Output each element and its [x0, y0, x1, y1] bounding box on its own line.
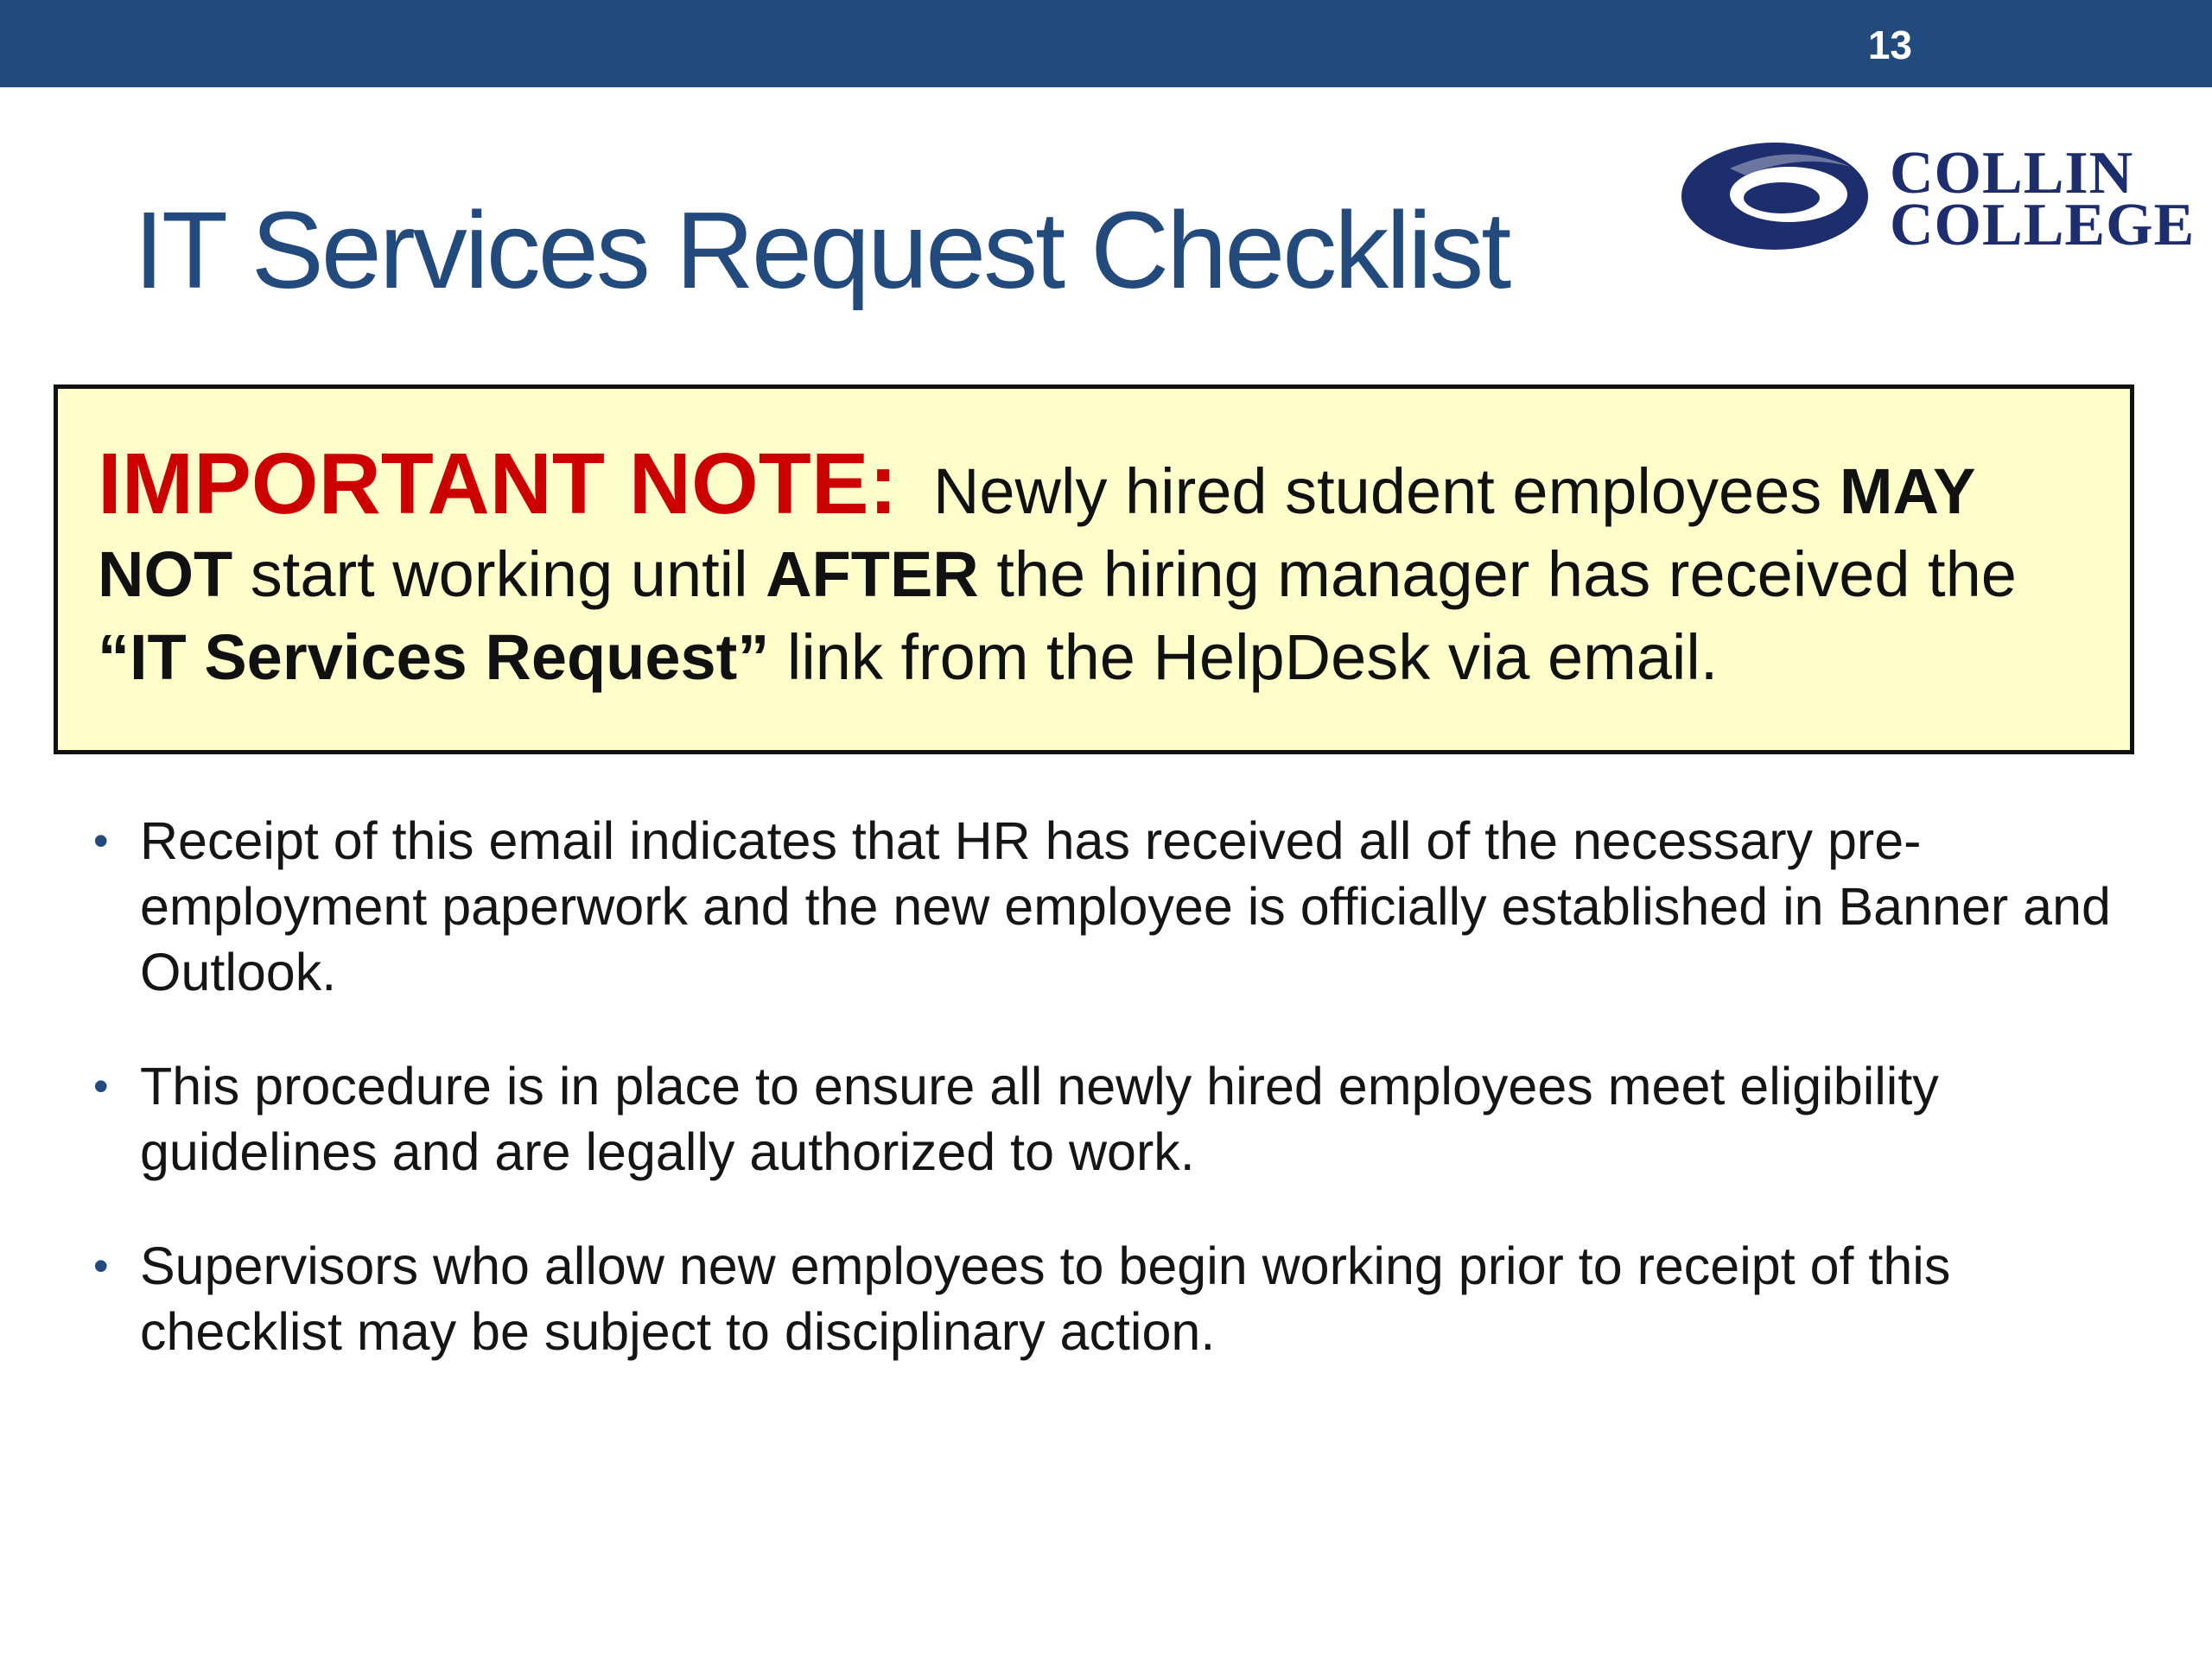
bullet-text: Supervisors who allow new employees to begin working prior to receipt of this checklist may be subject to disciplinary action. [140, 1236, 1951, 1361]
note-text-1: Newly hired student employees [897, 455, 1840, 527]
note-bold-2: AFTER [766, 538, 979, 610]
important-note-box [54, 385, 2134, 754]
collin-college-logo [1678, 134, 2196, 264]
logo-line-1: COLLIN [1890, 140, 2134, 207]
bullet-text: This procedure is in place to ensure all newly hired employees meet eligibility guidelines and are legally authorized to work. [140, 1057, 1939, 1181]
bullet-icon: • [93, 817, 109, 865]
bullet-list [0, 808, 2212, 1413]
bullet-icon: • [93, 1242, 109, 1290]
note-bold-1: MAY NOT [98, 455, 1975, 610]
note-label: IMPORTANT NOTE: [98, 435, 898, 532]
slide-number: 13 [1867, 22, 1912, 67]
list-item [0, 1053, 2212, 1185]
logo-swoosh-icon [1678, 134, 1877, 255]
logo-wordmark [1890, 140, 2196, 258]
list-item [0, 808, 2212, 1005]
note-text-3: the hiring manager has received the [978, 538, 2017, 610]
note-text-2: start working until [232, 538, 766, 610]
bullet-icon: • [93, 1062, 109, 1110]
note-text-4: link from the HelpDesk via email. [769, 621, 1719, 693]
header-bar [0, 0, 2212, 87]
note-bold-3: “IT Services Request” [98, 621, 770, 693]
logo-line-2: COLLEGE [1890, 192, 2196, 258]
list-item [0, 1233, 2212, 1364]
bullet-text: Receipt of this email indicates that HR has received all of the necessary pre-employment paperwork and the new employee is officially established in Banner and Outlook. [140, 811, 2111, 1001]
page-title: IT Services Request Checklist [134, 189, 1510, 311]
